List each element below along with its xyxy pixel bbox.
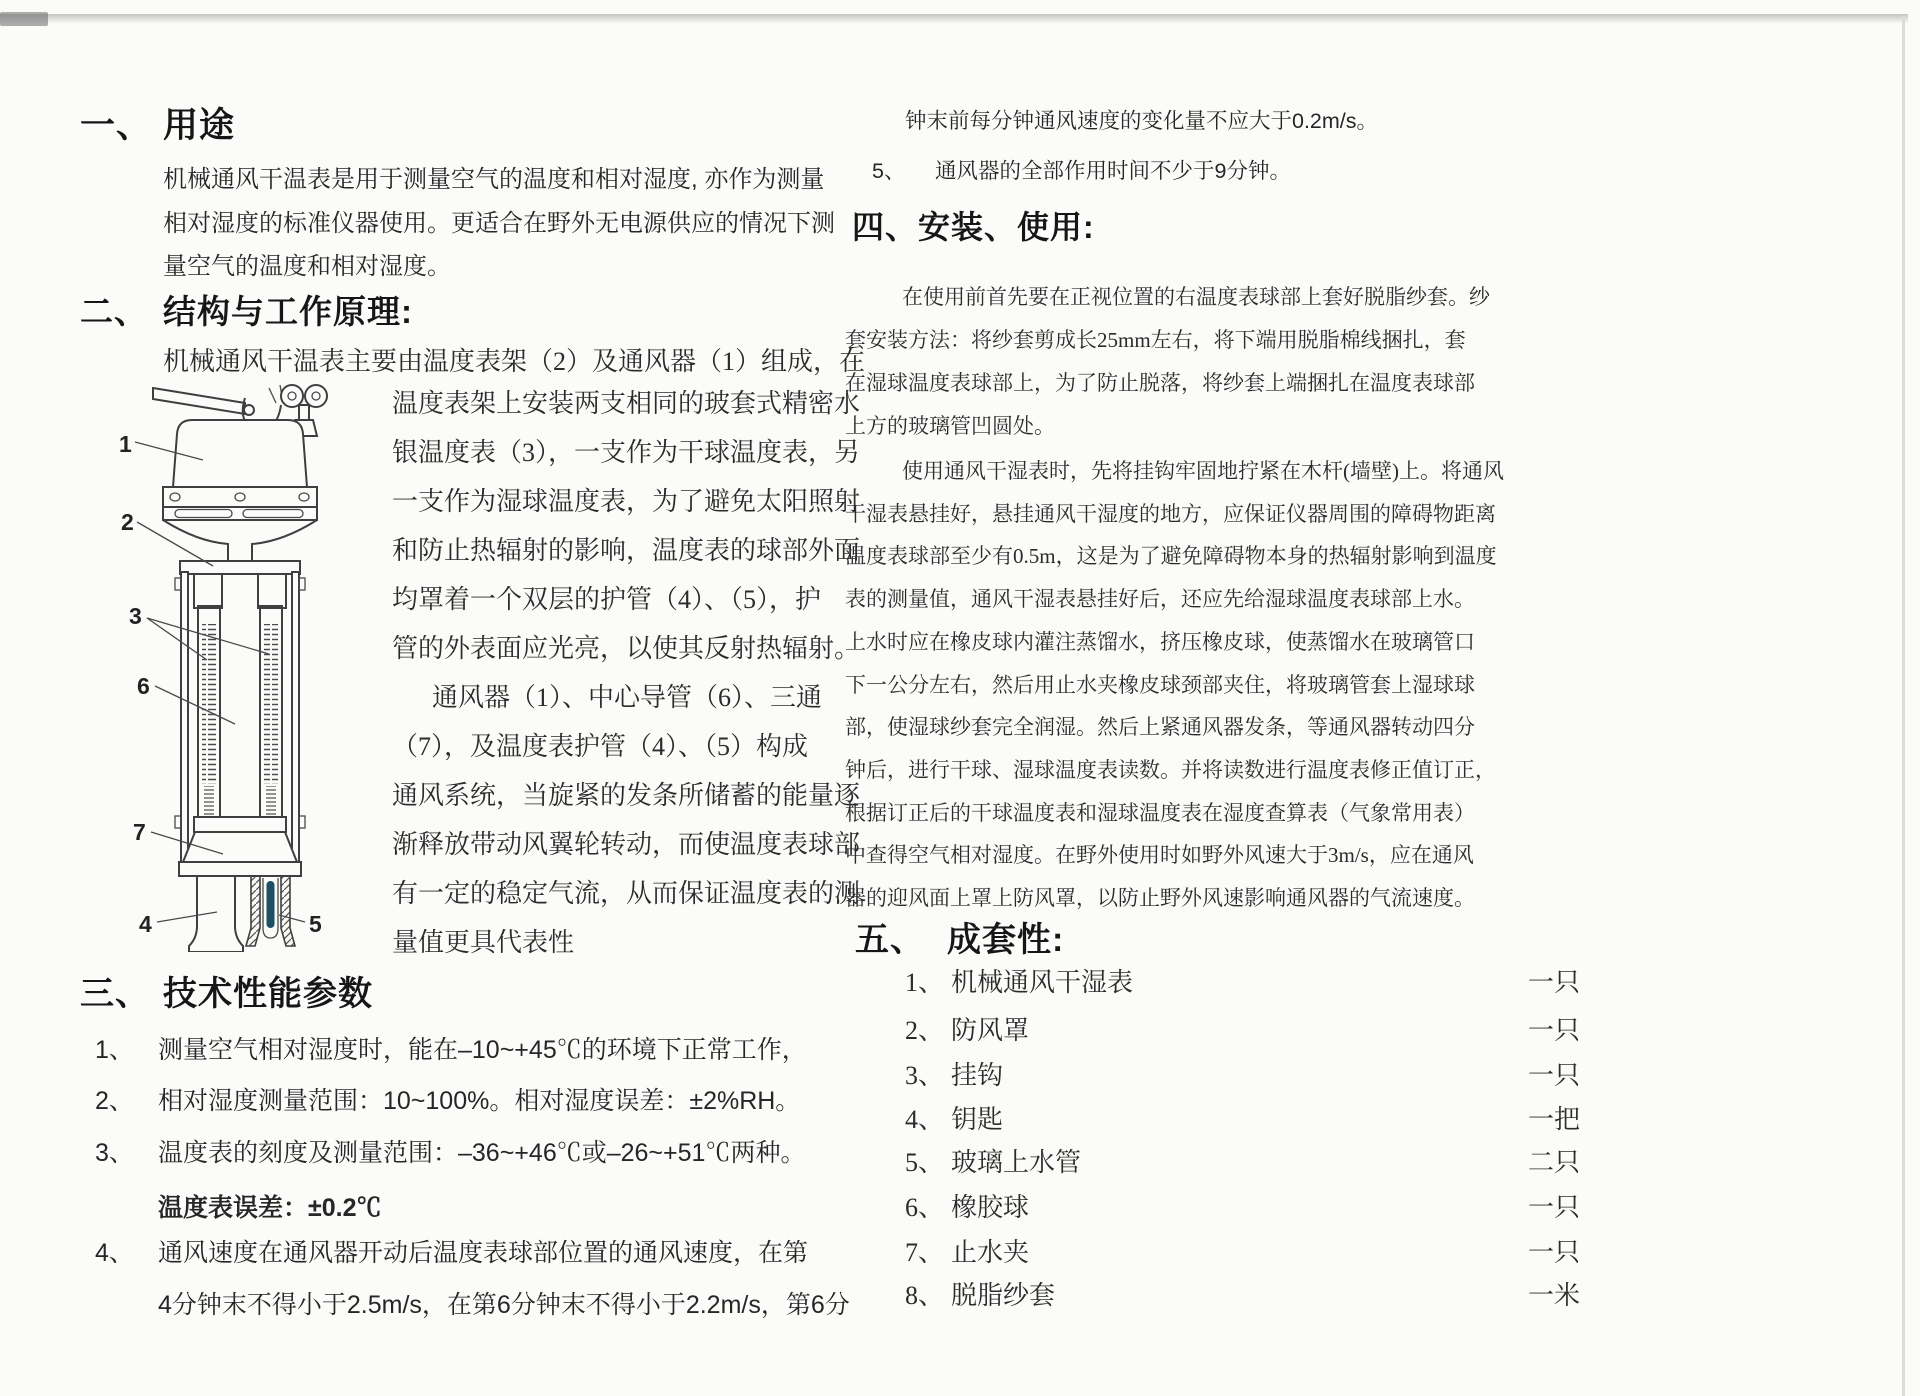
kit-item <box>905 1010 1605 1047</box>
item-quantity: 一只 <box>1528 1238 1581 1267</box>
item-name: 钥匙 <box>951 1105 1004 1134</box>
installation-paragraph-2 <box>845 450 1504 920</box>
text-line: 量值更具代表性 <box>392 928 575 957</box>
item-number: 1、 <box>95 1036 134 1064</box>
label-frame: 2 <box>121 509 134 535</box>
section-5-title: 成套性: <box>947 921 1065 959</box>
item-text: 测量空气相对湿度时，能在–10~+45℃的环境下正常工作， <box>158 1036 807 1064</box>
text-line: 有一定的稳定气流，从而保证温度表的测 <box>392 879 861 908</box>
thermometer-cap-right <box>258 574 286 608</box>
item-quantity: 一只 <box>1528 1016 1581 1045</box>
text-line: 表的测量值，通风干湿表悬挂好后，还应先给湿球温度表球部上水。 <box>845 587 1475 612</box>
section-5-number: 五、 <box>855 921 925 959</box>
text-line: 温度表球部至少有0.5m，这是为了避免障碍物本身的热辐射影响到温度 <box>845 544 1497 569</box>
item-number: 5、 <box>872 159 906 183</box>
kit-item <box>905 1187 1605 1224</box>
thermometer-tubes <box>198 606 282 817</box>
item-number: 3、 <box>95 1139 134 1167</box>
scan-page-edge-line <box>1902 16 1905 1396</box>
section-2-number: 二、 <box>80 293 148 330</box>
ventilator-flange <box>163 487 317 520</box>
item-quantity: 一只 <box>1528 968 1581 997</box>
kit-item <box>905 962 1605 999</box>
kit-item <box>905 1055 1605 1092</box>
purpose-paragraph <box>163 158 835 289</box>
text-line: 根据订正后的干球温度表和湿球温度表在湿度查算表（气象常用表） <box>845 800 1475 825</box>
section-5-heading <box>855 912 1064 961</box>
section-3-number: 三、 <box>80 975 150 1013</box>
item-quantity: 一只 <box>1528 1061 1581 1090</box>
text-line: 中查得空气相对湿度。在野外使用时如野外风速大于3m/s，应在通风 <box>845 843 1474 868</box>
item-name: 止水夹 <box>951 1238 1030 1267</box>
installation-paragraph-1 <box>845 276 1490 448</box>
label-center-duct: 6 <box>137 673 150 699</box>
item-quantity: 二只 <box>1528 1148 1581 1177</box>
psychrometer-diagram <box>95 372 345 952</box>
text-line: 和防止热辐射的影响，温度表的球部外面 <box>392 536 861 565</box>
item-text: 相对湿度测量范围：10~100%。相对湿度误差：±2%RH。 <box>158 1087 801 1115</box>
bottom-rim <box>179 862 301 876</box>
thermometer-bulb <box>267 881 275 928</box>
text-line: 渐释放带动风翼轮转动，而使温度表球部 <box>392 830 861 859</box>
text-line: 相对湿度的标准仪器使用。更适合在野外无电源供应的情况下测 <box>163 209 835 237</box>
scan-edge-band <box>0 14 1908 23</box>
text-line: 使用通风干湿表时，先将挂钩牢固地拧紧在木杆(墙壁)上。将通风 <box>902 459 1504 483</box>
text-line: 下一公分左右，然后用止水夹橡皮球颈部夹住，将玻璃管套上湿球球 <box>845 672 1475 697</box>
protective-tube-right <box>246 876 295 946</box>
text-line: 均罩着一个双层的护管（4）、（5），护 <box>392 585 822 614</box>
item-quantity: 一米 <box>1528 1281 1581 1310</box>
scan-corner-mark <box>0 12 48 26</box>
item-number: 6、 <box>905 1193 945 1222</box>
section-2-heading <box>80 286 413 333</box>
list-item <box>95 1233 808 1269</box>
list-item <box>95 1030 807 1066</box>
text-line: 机械通风干温表是用于测量空气的温度和相对湿度, 亦作为测量 <box>163 166 825 193</box>
structure-paragraph-first-line: 机械通风干温表主要由温度表架（2）及通风器（1）组成，在 <box>163 347 866 376</box>
text-line: （7），及温度表护管（4）、（5）构成 <box>392 732 809 761</box>
thermometer-cap-left <box>194 574 222 608</box>
list-item <box>95 1081 800 1117</box>
protective-tube-left <box>189 876 243 952</box>
item-name: 防风罩 <box>951 1016 1030 1045</box>
item-name: 玻璃上水管 <box>951 1148 1082 1177</box>
item-name: 脱脂纱套 <box>951 1281 1056 1310</box>
section-1-number: 一、 <box>80 106 153 145</box>
item-name: 挂钩 <box>951 1061 1004 1090</box>
text-line: 银温度表（3），一支作为干球温度表，另 <box>392 438 861 467</box>
kit-item <box>905 1142 1605 1179</box>
text-line: 温度表架上安装两支相同的玻套式精密水 <box>392 389 861 418</box>
label-tube-right: 5 <box>309 911 322 937</box>
kit-item <box>905 1275 1605 1312</box>
item-text: 通风速度在通风器开动后温度表球部位置的通风速度，在第 <box>158 1239 809 1267</box>
list-item <box>95 1133 805 1169</box>
list-item-5 <box>872 154 1291 185</box>
item-name: 机械通风干湿表 <box>951 968 1134 997</box>
text-line: 在使用前首先要在正视位置的右温度表球部上套好脱脂纱套。纱 <box>902 285 1490 309</box>
section-1-heading <box>80 98 235 148</box>
item-quantity: 一把 <box>1528 1105 1581 1134</box>
item-name: 橡胶球 <box>951 1193 1030 1222</box>
section-2-title: 结构与工作原理: <box>163 293 413 330</box>
lower-cross-bar <box>194 817 286 832</box>
text-line: 套安装方法：将纱套剪成长25mm左右，将下端用脱脂棉线捆扎，套 <box>845 328 1466 352</box>
ventilator-dome <box>173 420 307 487</box>
section-3-heading <box>80 966 373 1015</box>
section-4-heading: 四、安装、使用: <box>852 209 1095 245</box>
text-line: 量空气的温度和相对湿度。 <box>163 253 451 280</box>
item-number: 4、 <box>95 1239 134 1267</box>
section-3-title: 技术性能参数 <box>163 975 373 1013</box>
label-ventilator: 1 <box>119 431 132 457</box>
thermometer-error-note: 温度表误差：±0.2℃ <box>158 1194 382 1222</box>
text-line: 上方的玻璃管凹圆处。 <box>845 414 1055 438</box>
text-line: 上水时应在橡皮球内灌注蒸馏水，挤压橡皮球，使蒸馏水在玻璃管口 <box>845 629 1475 654</box>
item-number: 8、 <box>905 1281 945 1310</box>
item-number: 5、 <box>905 1148 945 1177</box>
item-number: 4、 <box>905 1105 945 1134</box>
text-line: 通风系统，当旋紧的发条所储蓄的能量逐 <box>392 781 861 810</box>
text-line: 钟后，进行干球、湿球温度表读数。并将读数进行温度表修正值订正， <box>845 757 1496 782</box>
text-line: 一支作为湿球温度表，为了避免太阳照射 <box>392 487 861 516</box>
item-text: 通风器的全部作用时间不少于9分钟。 <box>935 159 1291 183</box>
label-tube-left: 4 <box>139 911 152 937</box>
text-line: 干湿表悬挂好，悬挂通风干湿度的地方，应保证仪器周围的障碍物距离 <box>845 501 1496 526</box>
item-text: 温度表的刻度及测量范围：–36~+46℃或–26~+51℃两种。 <box>158 1139 806 1167</box>
label-tee: 7 <box>133 819 146 845</box>
item-number: 2、 <box>905 1016 945 1045</box>
funnel-neck <box>163 520 317 561</box>
item-number: 1、 <box>905 968 945 997</box>
text-line: 器的迎风面上罩上防风罩，以防止野外风速影响通风器的气流速度。 <box>845 886 1475 911</box>
text-line: 管的外表面应光亮，以使其反射热辐射。 <box>392 634 861 663</box>
text-line: 在湿球温度表球部上，为了防止脱落，将纱套上端捆扎在温度表球部 <box>845 371 1475 395</box>
item4-continuation-line: 钟末前每分钟通风速度的变化量不应大于0.2m/s。 <box>905 109 1379 133</box>
text-line: 部，使湿球纱套完全润湿。然后上紧通风器发条，等通风器转动四分 <box>845 715 1475 740</box>
section-1-title: 用途 <box>163 106 236 145</box>
label-thermometers: 3 <box>129 603 142 629</box>
item-quantity: 一只 <box>1528 1193 1581 1222</box>
item-number: 7、 <box>905 1238 945 1267</box>
item-text-continuation: 4分钟末不得小于2.5m/s，在第6分钟末不得小于2.2m/s，第6分 <box>158 1291 850 1319</box>
frame-top-bar <box>180 561 300 574</box>
item-number: 2、 <box>95 1087 134 1115</box>
kit-item <box>905 1232 1605 1269</box>
text-line: 通风器（1）、中心导管（6）、三通 <box>432 683 823 712</box>
item-number: 3、 <box>905 1061 945 1090</box>
structure-paragraph-wrapped <box>392 379 860 967</box>
kit-item <box>905 1099 1605 1136</box>
